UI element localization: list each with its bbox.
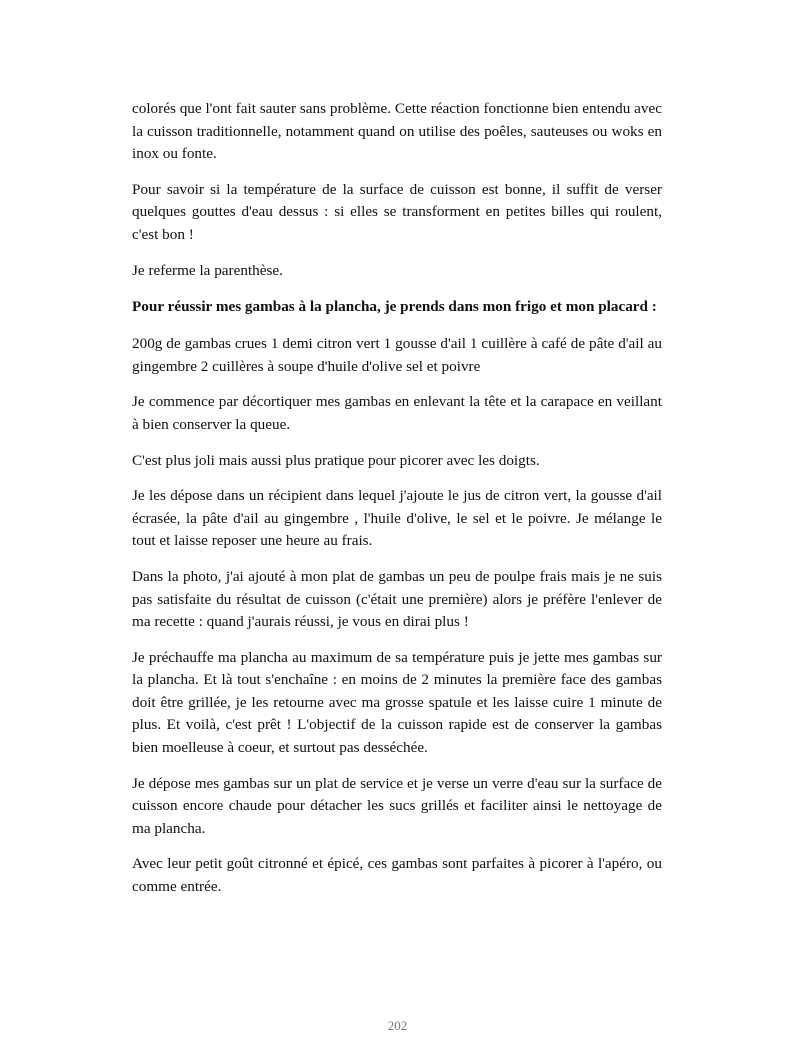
page-number: 202 [387, 1018, 408, 1033]
paragraph-11: Je dépose mes gambas sur un plat de service et je verse un verre d'eau sur la surface de cuisson encore chaude pour détacher les sucs grillés et faciliter ainsi le nettoyage de ma plancha. [132, 774, 662, 837]
paragraph-1: colorés que l'ont fait sauter sans problème. Cette réaction fonctionne bien entendu avec la cuisson traditionnelle, notamment quand on utilise des poêles, sauteuses ou woks en inox ou fonte. [132, 100, 662, 163]
paragraph-12: Avec leur petit goût citronné et épicé, ces gambas sont parfaites à picorer à l'apéro, ou comme entrée. [132, 855, 662, 896]
paragraph-9: Dans la photo, j'ai ajouté à mon plat de gambas un peu de poulpe frais mais je ne suis pas satisfaite du résultat de cuisson (c'était une première) alors je préfère l'enlever de ma recette : quand j'aurais réussi, je vous en dirai plus ! [132, 567, 662, 631]
document-body [132, 98, 662, 912]
paragraph-3: Je referme la parenthèse. [132, 261, 283, 279]
paragraph-7: C'est plus joli mais aussi plus pratique pour picorer avec les doigts. [132, 451, 540, 469]
ingredients-heading: Pour réussir mes gambas à la plancha, je prends dans mon frigo et mon placard : [132, 298, 657, 316]
ingredients-list: 200g de gambas crues 1 demi citron vert 1 gousse d'ail 1 cuillère à café de pâte d'ail au gingembre 2 cuillères à soupe d'huile d'olive sel et poivre [132, 335, 662, 375]
paragraph-8: Je les dépose dans un récipient dans lequel j'ajoute le jus de citron vert, la gousse d'ail écrasée, la pâte d'ail au gingembre , l'huile d'olive, le sel et le poivre. Je mélange le tout et laisse reposer une heure au frais. [132, 487, 662, 550]
paragraph-10: Je préchauffe ma plancha au maximum de sa température puis je jette mes gambas sur la plancha. Et là tout s'enchaîne : en moins de 2 minutes la première face des gambas doit être grillée, je les retourne avec ma grosse spatule et les laisse cuire 1 minute de plus. Et voilà, c'est prêt ! L'objectif de la cuisson rapide est de conserver la gambas bien moelleuse à coeur, et surtout pas desséchée. [132, 648, 662, 757]
paragraph-6: Je commence par décortiquer mes gambas en enlevant la tête et la carapace en veillant à bien conserver la queue. [132, 393, 662, 433]
paragraph-2: Pour savoir si la température de la surface de cuisson est bonne, il suffit de verser quelques gouttes d'eau dessus : si elles se transforment en petites billes qui roulent, c'est bon ! [132, 180, 662, 243]
